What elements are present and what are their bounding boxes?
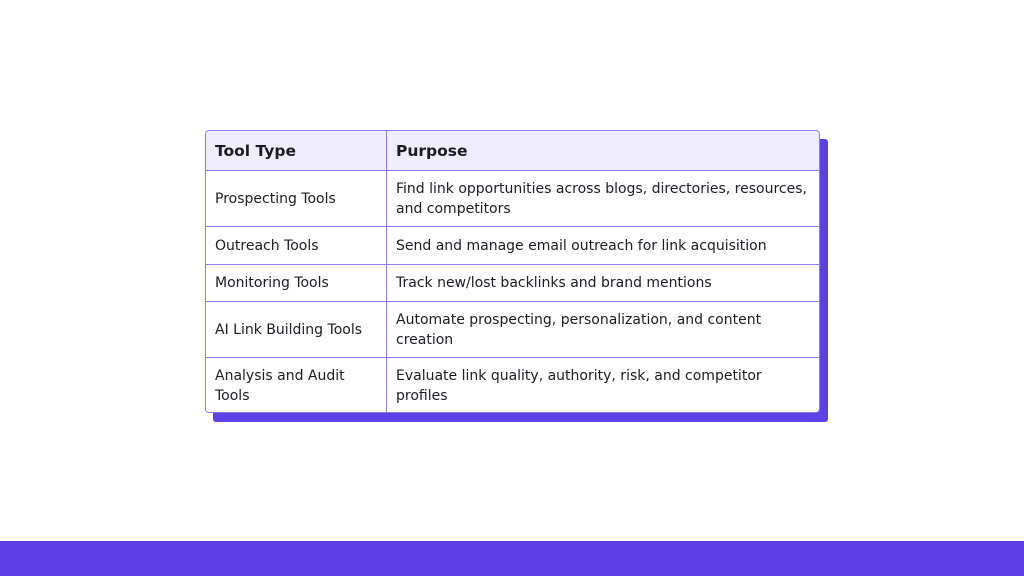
- purpose-cell: Evaluate link quality, authority, risk, and competitor profiles: [396, 367, 762, 404]
- table-row: [206, 227, 819, 265]
- tool-types-table: [205, 130, 820, 413]
- tool-type-cell: Prospecting Tools: [206, 171, 387, 227]
- table-row: [206, 171, 819, 227]
- footer-accent-band: [0, 541, 1024, 576]
- header-purpose: Purpose: [387, 131, 820, 171]
- table-row: [206, 358, 819, 414]
- table-row: [206, 302, 819, 358]
- header-tool-type: Tool Type: [206, 131, 387, 171]
- tool-type-cell: Monitoring Tools: [206, 265, 387, 302]
- table-header-row: [206, 131, 819, 171]
- purpose-cell: Automate prospecting, personalization, and content creation: [387, 302, 820, 358]
- tool-type-cell: Outreach Tools: [206, 227, 387, 265]
- tool-type-cell: AI Link Building Tools: [206, 302, 387, 358]
- tool-type-cell: Analysis and Audit Tools: [206, 358, 387, 414]
- table-row: [206, 265, 819, 302]
- purpose-cell: Track new/lost backlinks and brand mentions: [387, 265, 820, 302]
- purpose-cell: Send and manage email outreach for link acquisition: [387, 227, 820, 265]
- purpose-cell: Find link opportunities across blogs, directories, resources, and competitors: [387, 171, 820, 227]
